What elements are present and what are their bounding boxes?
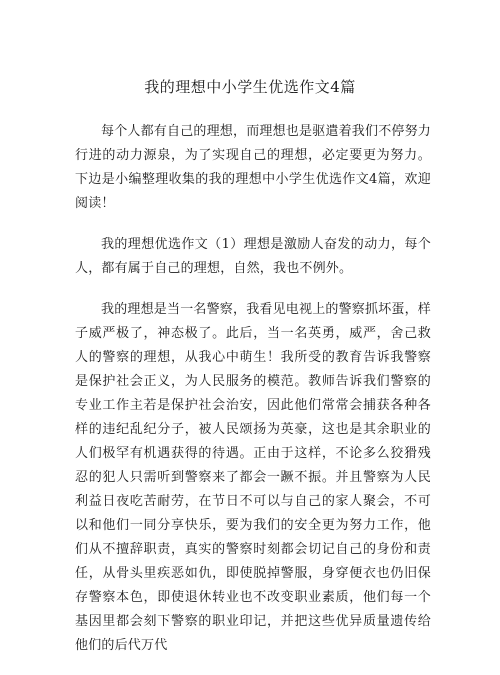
paragraph-essay-1-body: 我的理想是当一名警察，我看见电视上的警察抓坏蛋，样子威严极了，神态极了。此后，当一名英勇，威严，舍己救人的警察的理想，从我心中萌生！我所受的教育告诉我警察是保护社会正义，为人民服务的模范。教师告诉我们警察的专业工作主若是保护社会治安，因此他们常常会捕获各种各样的违纪乱纪分子，被人民颂扬为英豪，这也是其余职业的人们极罕有机遇获得的待遇。正由于这样，不论多么狡猾残忍的犯人只需听到警察来了都会一蹶不振。并且警察为人民利益日夜吃苦耐劳，在节日不可以与自己的家人聚会，不可以和他们一同分享快乐，要为我们的安全更为努力工作，他们从不擅辞职责，真实的警察时刻都会切记自己的身份和责任，从骨头里疾恶如仇，即使脱掉警服，身穿便衣也仍旧保存警察本色，即使退休转业也不改变职业素质，他们每一个基因里都会刻下警察的职业印记，并把这些优异质量遗传给他们的后代万代 bbox=[75, 302, 432, 653]
document-body bbox=[75, 120, 431, 675]
paragraph-intro: 每个人都有自己的理想，而理想也是驱遣着我们不停努力行进的动力源泉，为了实现自己的理想，必定要更为努力。下边是小编整理收集的我的理想中小学生优选作文4篇，欢迎阅读！ bbox=[75, 124, 432, 211]
paragraph-essay-1-opening: 我的理想优选作文（1）理想是激励人奋发的动力，每个人，都有属于自己的理想，自然，我也不例外。 bbox=[75, 237, 431, 276]
document-title: 我的理想中小学生优选作文4篇 bbox=[144, 78, 356, 96]
